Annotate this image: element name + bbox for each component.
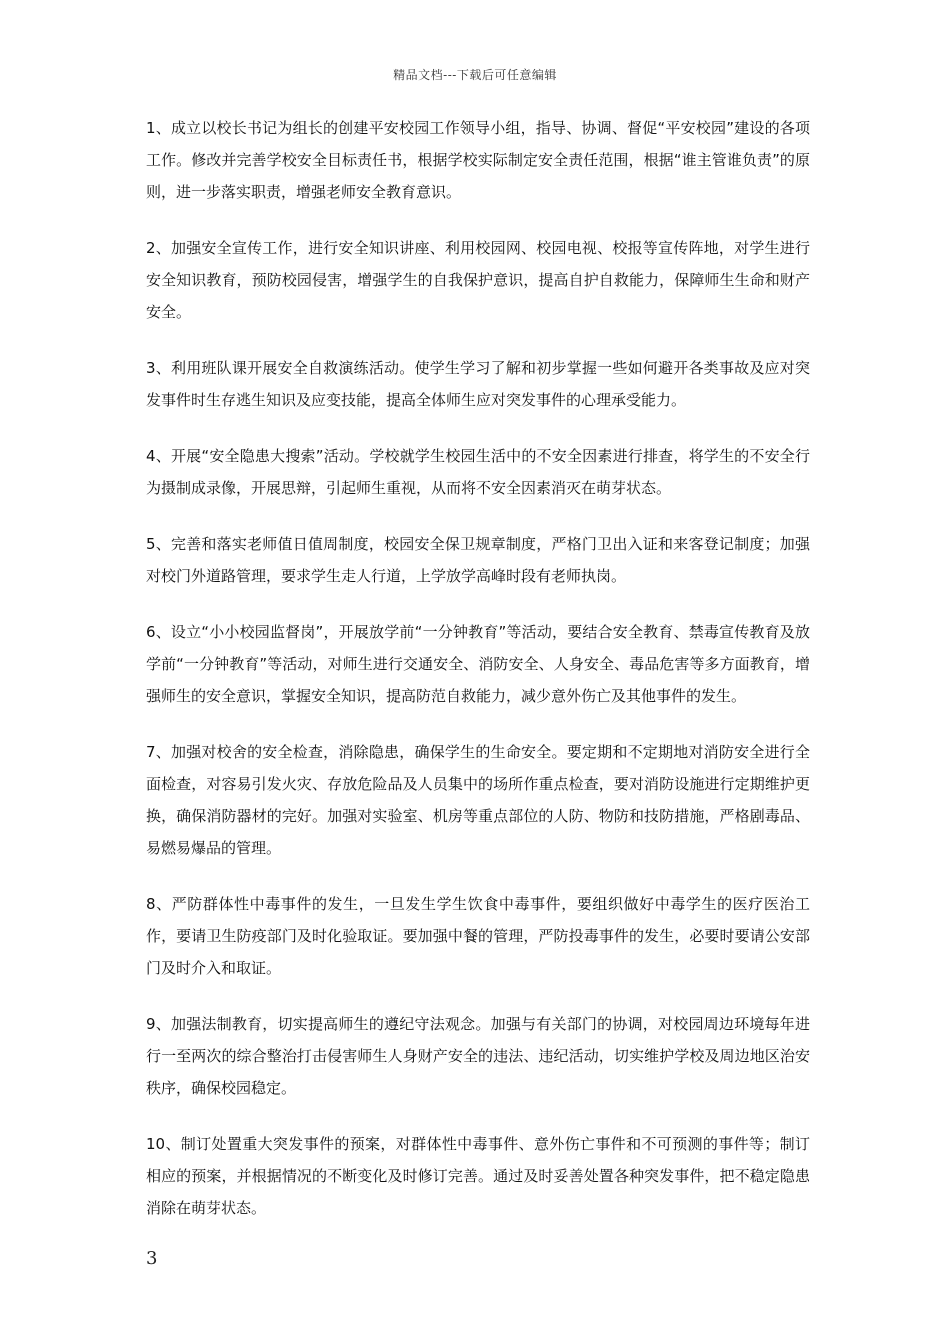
paragraph-9: 9、加强法制教育，切实提高师生的遵纪守法观念。加强与有关部门的协调，对校园周边环境每年进行一至两次的综合整治打击侵害师生人身财产安全的违法、违纪活动，切实维护学校及周边地区治安秩序，确保校园稳定。 bbox=[146, 1015, 810, 1097]
paragraph-2: 2、加强安全宣传工作，进行安全知识讲座、利用校园网、校园电视、校报等宣传阵地，对学生进行安全知识教育，预防校园侵害，增强学生的自我保护意识，提高自护自救能力，保障师生生命和财产安全。 bbox=[146, 239, 810, 321]
document-body bbox=[146, 112, 810, 1248]
paragraph-6: 6、设立“小小校园监督岗”，开展放学前“一分钟教育”等活动，要结合安全教育、禁毒宣传教育及放学前“一分钟教育”等活动，对师生进行交通安全、消防安全、人身安全、毒品危害等多方面教育，增强师生的安全意识，掌握安全知识，提高防范自救能力，减少意外伤亡及其他事件的发生。 bbox=[146, 623, 810, 705]
paragraph-7: 7、加强对校舍的安全检查，消除隐患，确保学生的生命安全。要定期和不定期地对消防安全进行全面检查，对容易引发火灾、存放危险品及人员集中的场所作重点检查，要对消防设施进行定期维护更换，确保消防器材的完好。加强对实验室、机房等重点部位的人防、物防和技防措施，严格剧毒品、易燃易爆品的管理。 bbox=[146, 743, 810, 857]
page-header: 精品文档---下载后可任意编辑 bbox=[393, 68, 557, 82]
paragraph-10: 10、制订处置重大突发事件的预案，对群体性中毒事件、意外伤亡事件和不可预测的事件等；制订相应的预案，并根据情况的不断变化及时修订完善。通过及时妥善处置各种突发事件，把不稳定隐患消除在萌芽状态。 bbox=[146, 1135, 810, 1217]
paragraph-5: 5、完善和落实老师值日值周制度，校园安全保卫规章制度，严格门卫出入证和来客登记制度；加强对校门外道路管理，要求学生走人行道，上学放学高峰时段有老师执岗。 bbox=[146, 535, 810, 585]
paragraph-3: 3、利用班队课开展安全自救演练活动。使学生学习了解和初步掌握一些如何避开各类事故及应对突发事件时生存逃生知识及应变技能，提高全体师生应对突发事件的心理承受能力。 bbox=[146, 359, 810, 409]
paragraph-1: 1、成立以校长书记为组长的创建平安校园工作领导小组，指导、协调、督促“平安校园”建设的各项工作。修改并完善学校安全目标责任书，根据学校实际制定安全责任范围，根据“谁主管谁负责”的原则，进一步落实职责，增强老师安全教育意识。 bbox=[146, 119, 810, 201]
page-number: 3 bbox=[146, 1248, 158, 1269]
paragraph-8: 8、严防群体性中毒事件的发生，一旦发生学生饮食中毒事件，要组织做好中毒学生的医疗医治工作，要请卫生防疫部门及时化验取证。要加强中餐的管理，严防投毒事件的发生，必要时要请公安部门及时介入和取证。 bbox=[146, 895, 810, 977]
paragraph-4: 4、开展“安全隐患大搜索”活动。学校就学生校园生活中的不安全因素进行排查，将学生的不安全行为摄制成录像，开展思辩，引起师生重视，从而将不安全因素消灭在萌芽状态。 bbox=[146, 447, 810, 497]
